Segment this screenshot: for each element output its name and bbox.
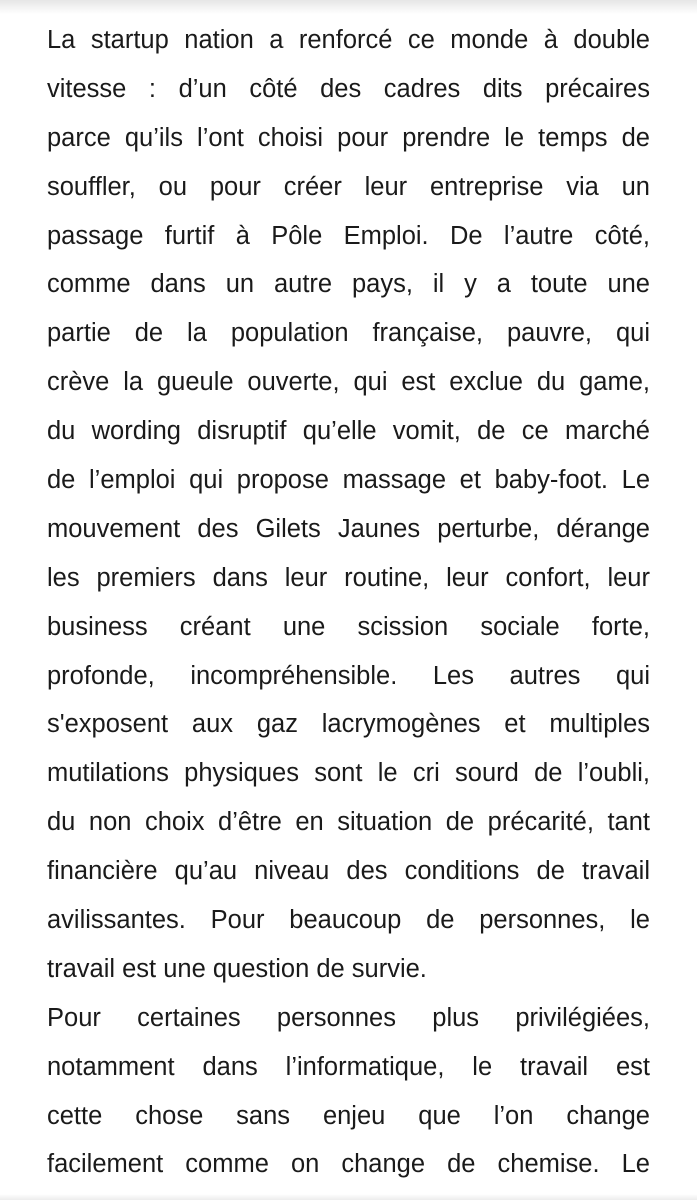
text-line: partie de la population française, pauvre, qui — [47, 319, 650, 348]
text-line: vitesse : d’un côté des cadres dits précaires — [47, 74, 650, 103]
text-line: notamment dans l’informatique, le travail est — [47, 1052, 650, 1081]
text-line: du wording disruptif qu’elle vomit, de ce marché — [47, 417, 650, 446]
text-line: mouvement des Gilets Jaunes perturbe, dérange — [47, 514, 650, 543]
text-line: business créant une scission sociale forte, — [47, 612, 650, 641]
text-line: de l’emploi qui propose massage et baby-foot. Le — [47, 466, 650, 495]
bottom-edge-shadow — [0, 1194, 697, 1200]
text-line: facilement comme on change de chemise. Le — [47, 1150, 650, 1179]
text-line: crève la gueule ouverte, qui est exclue du game, — [47, 368, 650, 397]
article-text — [47, 16, 650, 1189]
text-line: passage furtif à Pôle Emploi. De l’autre côté, — [47, 221, 650, 250]
text-line: s'exposent aux gaz lacrymogènes et multiples — [47, 710, 650, 739]
top-edge-shadow — [0, 0, 697, 14]
paragraph-2 — [47, 994, 650, 1190]
text-line: souffler, ou pour créer leur entreprise via un — [47, 172, 650, 201]
text-line: mutilations physiques sont le cri sourd de l’oubli, — [47, 759, 650, 788]
text-line: comme dans un autre pays, il y a toute une — [47, 270, 650, 299]
text-line: avilissantes. Pour beaucoup de personnes, le — [47, 906, 650, 935]
text-line: La startup nation a renforcé ce monde à double — [47, 26, 650, 54]
text-line: travail est une question de survie. — [47, 954, 427, 983]
text-line: cette chose sans enjeu que l’on change — [47, 1101, 650, 1130]
text-line: financière qu’au niveau des conditions de travail — [47, 857, 650, 886]
text-line: les premiers dans leur routine, leur confort, leur — [47, 563, 650, 592]
text-line: profonde, incompréhensible. Les autres qui — [47, 661, 650, 690]
text-line: du non choix d’être en situation de précarité, tant — [47, 808, 650, 837]
text-line: parce qu’ils l’ont choisi pour prendre le temps de — [47, 123, 650, 152]
paragraph-1 — [47, 16, 650, 994]
text-line: Pour certaines personnes plus privilégiées, — [47, 1003, 650, 1032]
